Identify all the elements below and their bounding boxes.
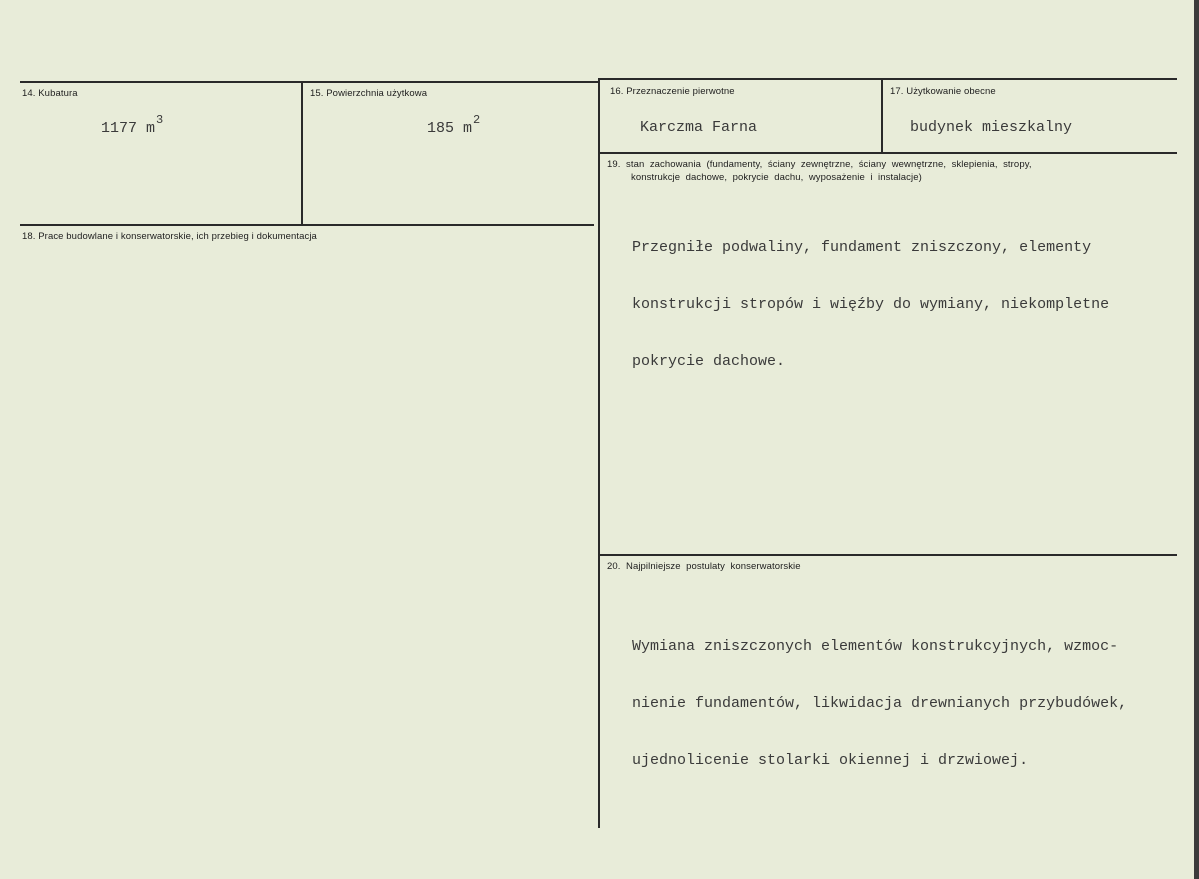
- field-19-line: Przegniłe podwaliny, fundament zniszczony, elementy: [632, 239, 1092, 256]
- powierzchnia-value: 185 m: [427, 120, 473, 137]
- field-20-label: 20. Najpilniejsze postulaty konserwatorskie: [607, 561, 801, 572]
- kubatura-exponent: 3: [156, 113, 164, 127]
- field-14-label: 14. Kubatura: [22, 88, 78, 99]
- field-15-value: [427, 113, 481, 137]
- rule-above-20: [600, 554, 1177, 556]
- field-17-value: budynek mieszkalny: [910, 119, 1073, 136]
- top-rule-right: [598, 78, 1177, 80]
- scan-edge: [1194, 0, 1199, 879]
- powierzchnia-exponent: 2: [473, 113, 481, 127]
- rule-under-14-15: [20, 224, 594, 226]
- field-18-label: 18. Prace budowlane i konserwatorskie, ich przebieg i dokumentacja: [22, 231, 317, 242]
- field-19-label-line2: konstrukcje dachowe, pokrycie dachu, wyposażenie i instalacje): [631, 172, 922, 183]
- top-rule-left: [20, 81, 598, 83]
- field-17-label: 17. Użytkowanie obecne: [890, 86, 996, 97]
- field-19-label-line1: 19. stan zachowania (fundamenty, ściany zewnętrzne, ściany wewnętrzne, sklepienia, stropy,: [607, 159, 1032, 170]
- kubatura-value: 1177 m: [101, 120, 156, 137]
- divider-16-17: [881, 79, 883, 152]
- field-15-label: 15. Powierzchnia użytkowa: [310, 88, 428, 99]
- field-19-label: [607, 158, 1032, 184]
- field-20-line: nienie fundamentów, likwidacja drewnianych przybudówek,: [632, 695, 1128, 712]
- field-19-line: pokrycie dachowe.: [632, 353, 786, 370]
- field-20-text: [632, 599, 1127, 808]
- field-16-label: 16. Przeznaczenie pierwotne: [610, 86, 735, 97]
- field-14-value: [101, 113, 164, 137]
- field-19-text: [632, 200, 1109, 409]
- field-16-value: Karczma Farna: [640, 119, 758, 136]
- rule-under-16-17: [600, 152, 1177, 154]
- field-20-line: ujednolicenie stolarki okiennej i drzwiowej.: [632, 752, 1029, 769]
- field-19-line: konstrukcji stropów i więźby do wymiany, niekompletne: [632, 296, 1110, 313]
- center-divider: [598, 80, 600, 828]
- field-20-line: Wymiana zniszczonych elementów konstrukcyjnych, wzmoc-: [632, 638, 1119, 655]
- divider-14-15: [301, 82, 303, 225]
